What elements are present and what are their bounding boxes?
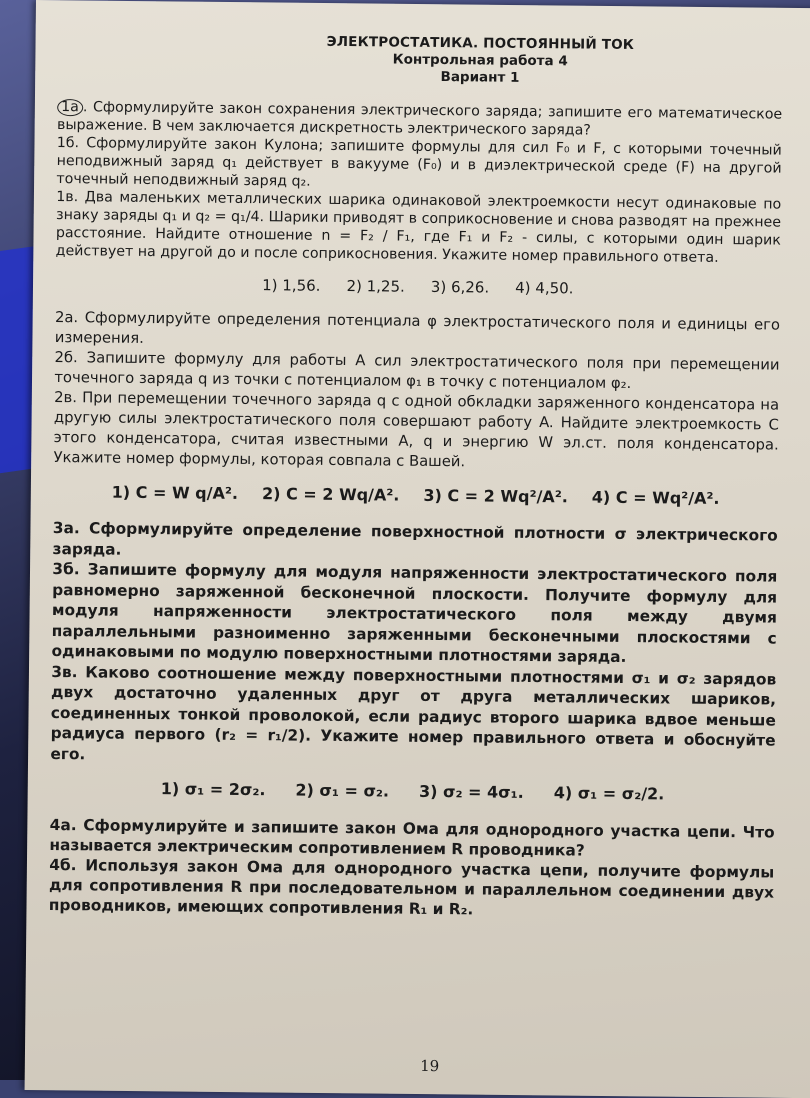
- question-1a-text: . Сформулируйте закон сохранения электрического заряда; запишите его математическое выражение. В чем заключается дискретность электрического заряда?: [56, 99, 783, 139]
- section-4: [49, 814, 775, 922]
- question-1b: 1б. Сформулируйте закон Кулона; запишите формулы для сил F₀ и F, с которыми точечный неподвижный заряд q₁ действует в вакууме (F₀) и в диэлектрической среде (F) на другой точечный неподвижный заряд q₂.: [56, 134, 782, 190]
- page-number: 19: [420, 1056, 440, 1076]
- answer-option: 3) C = 2 Wq²/A².: [423, 485, 568, 507]
- question-3c: 3в. Каково соотношение между поверхностными плотностями σ₁ и σ₂ зарядов двух достаточно удаленных друг от друга металлических шариков, соединенных тонкой проволокой, если радиус второго шарика вдвое меньше радиуса первого (r₂ = r₁/2). Укажите номер правильного ответа и обоснуйте его.: [50, 662, 777, 763]
- question-2c: 2в. При перемещении точечного заряда q с одной обкладки заряженного конденсатора на другую силы электростатического поля совершают работу A. Найдите электроемкость C этого конденсатора, считая известными A, q и энергию W эл.ст. поля конденсатора. Укажите номер формулы, которая совпала с Вашей.: [53, 388, 780, 471]
- answer-option: 1) 1,56.: [262, 276, 321, 295]
- answer-option: 1) C = W q/A².: [111, 482, 239, 503]
- variant-label: Вариант 1: [440, 69, 520, 86]
- section-3: [50, 518, 778, 806]
- question-2b: 2б. Запишите формулу для работы A сил электростатического поля при перемещении точечного заряда q из точки с потенциалом φ₁ в точку с потенциалом φ₂.: [54, 348, 780, 393]
- question-2a: 2а. Сформулируйте определения потенциала φ электростатического поля и единицы его измерения.: [54, 308, 781, 347]
- document-subtitle: Контрольная работа 4: [392, 51, 568, 70]
- answer-option: 2) 1,25.: [346, 277, 405, 296]
- question-1c: 1в. Два маленьких металлических шарика одинаковой электроемкости несут одинаковые по знаку заряды q₁ и q₂ = q₁/4. Шарики приводят в соприкосновение и снова разводят на прежнее расстояние. Найдите отношение n = F₂ / F₁, где F₁ и F₂ - силы, с которыми один шарик действует на другой до и после соприкосновения. Укажите номер правильного ответа.: [55, 188, 782, 266]
- question-4b: 4б. Используя закон Ома для однородного участка цепи, получите формулы для сопротивления R при последовательном и параллельном соединении двух проводников, имеющих сопротивления R₁ и R₂.: [48, 855, 775, 918]
- answer-option: 4) 4,50.: [515, 278, 574, 298]
- answer-option: 1) σ₁ = 2σ₂.: [160, 779, 266, 800]
- question-1a-number-circled: 1а: [57, 99, 83, 116]
- answer-option: 3) σ₂ = 4σ₁.: [418, 781, 524, 802]
- section-1: [55, 98, 782, 300]
- question-3a: 3а. Сформулируйте определение поверхностной плотности σ электрического заряда.: [52, 518, 778, 559]
- answer-option: 2) σ₁ = σ₂.: [295, 780, 390, 801]
- question-3b: 3б. Запишите формулу для модуля напряженности электростатического поля равномерно заряженной бесконечной плоскости. Получите формулу для модуля напряженности электростатического поля между двумя параллельными разноименно заряженными бесконечными плоскостями с одинаковыми по модулю поверхностными плотностями заряда.: [51, 559, 778, 666]
- answer-options-3: [50, 778, 775, 806]
- answer-options-2: [53, 482, 778, 510]
- answer-option: 3) 6,26.: [430, 277, 490, 297]
- question-4a: 4а. Сформулируйте и запишите закон Ома для однородного участка цепи. Что называется электрическим сопротивлением R проводника?: [49, 815, 775, 860]
- answer-option: 4) C = Wq²/A².: [591, 487, 720, 508]
- document-header: [177, 31, 783, 89]
- document-title: ЭЛЕКТРОСТАТИКА. ПОСТОЯННЫЙ ТОК: [326, 33, 635, 54]
- answer-options-1: [55, 274, 780, 300]
- document-page: [47, 30, 783, 1078]
- answer-option: 4) σ₁ = σ₂/2.: [553, 783, 665, 804]
- answer-option: 2) C = 2 Wq/A².: [261, 484, 400, 505]
- section-2: [53, 308, 780, 510]
